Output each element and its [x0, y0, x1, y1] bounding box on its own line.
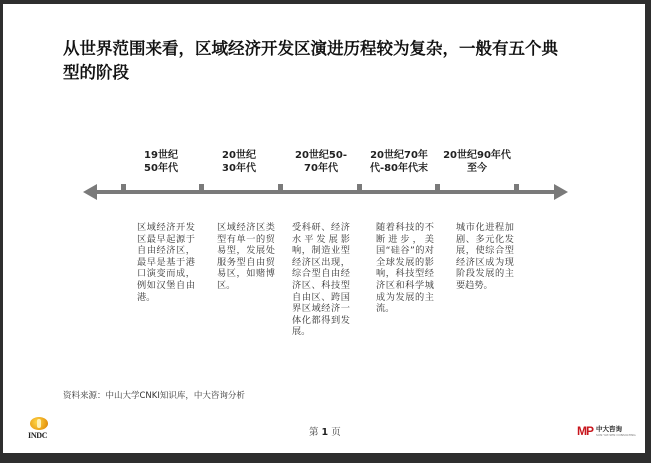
- indc-logo: [26, 417, 52, 443]
- page-title: 从世界范围来看，区域经济开发区演进历程较为复杂，一般有五个典型的阶段: [63, 39, 558, 82]
- timeline-tick: [278, 184, 283, 192]
- timeline-axis-end: [523, 190, 556, 194]
- timeline-tick: [199, 184, 204, 192]
- mp-logo-mark: MP: [577, 424, 593, 438]
- stage-era-4: 20世纪70年 代-80年代末: [369, 150, 429, 174]
- indc-logo-text: INDC: [28, 431, 48, 440]
- stage-era-2: 20世纪 30年代: [222, 150, 256, 174]
- indc-logo-icon: [30, 417, 48, 430]
- document-page: [3, 4, 645, 453]
- stage-era-1: 19世纪 50年代: [144, 150, 178, 174]
- page-number-value: 1: [321, 427, 329, 438]
- mp-logo-name: 中大咨询: [596, 424, 622, 433]
- page-number: [309, 424, 341, 438]
- stage-description-3: 受科研、经济水平发展影响，制造业型经济区出现，综合型自由经济区、科技型自由区、跨国界区域经济一体化都得到发展。: [292, 222, 350, 338]
- timeline-tick: [121, 184, 126, 192]
- page-prefix: 第: [309, 427, 319, 438]
- mp-logo-text: [596, 426, 636, 437]
- stage-description-2: 区域经济区类型有单一的贸易型，发展处服务型自由贸易区，如赌博区。: [217, 222, 275, 291]
- stage-era-5: 20世纪90年代 至今: [443, 150, 511, 174]
- stage-description-1: 区域经济开发区最早起源于自由经济区，最早是基于港口演变而成，例如汉堡自由港。: [137, 222, 195, 303]
- mp-logo-sub: SUN YAT-SEN CONSULTING: [596, 432, 636, 437]
- timeline-tick: [435, 184, 440, 192]
- page-suffix: 页: [331, 427, 341, 438]
- stage-description-4: 随着科技的不断进步，美国“硅谷”的对全球发展的影响，科技型经济区和科学城成为发展的主流。: [376, 222, 434, 315]
- stage-era-3: 20世纪50- 70年代: [295, 150, 347, 174]
- source-note: 资料来源：中山大学CNKI知识库，中大咨询分析: [63, 391, 245, 401]
- timeline-tick: [357, 184, 362, 192]
- timeline-tick: [514, 184, 519, 192]
- timeline: [3, 4, 645, 453]
- stage-description-5: 城市化进程加剧、多元化发展，使综合型经济区成为现阶段发展的主要趋势。: [456, 222, 514, 291]
- arrow-right-icon: [554, 184, 568, 200]
- mp-logo: [577, 423, 636, 439]
- timeline-axis: [95, 190, 525, 194]
